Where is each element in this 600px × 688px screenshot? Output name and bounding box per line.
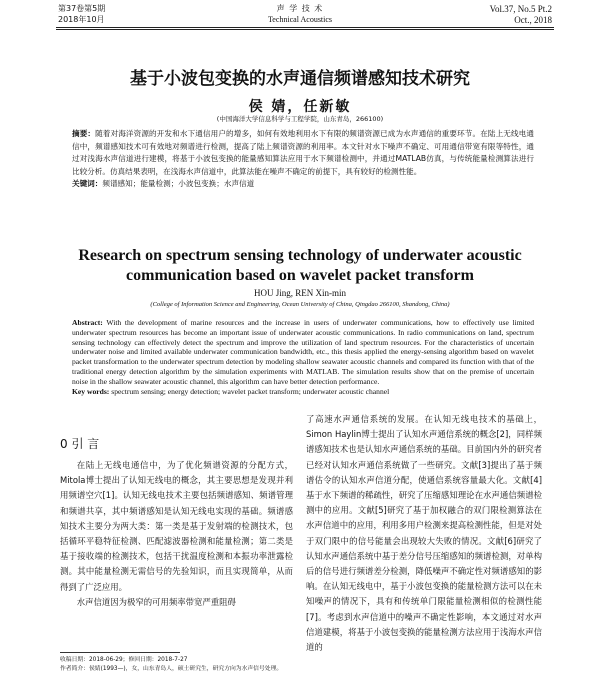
footnote-rule [60, 652, 180, 653]
keywords-cn-text: 频谱感知；能量检测；小波包变换；水声信道 [102, 179, 255, 189]
paper-title-en-text: Research on spectrum sensing technology of underwater acoustic communication based on wavelet packet transform [78, 247, 522, 284]
right-paragraph-1: 了高速水声通信系统的发展。在认知无线电技术的基础上，Simon Haylin博士提出了认知水声通信系统的概念[2]，同样频谱感知技术也是认知水声通信系统的基础。目前国内外的研究者已经对认知水声通信系统做了一些研究。文献[3]提出了基于频谱估令的认知水声信道分配，使通信系统容量最大化。文献[4]基于水下频谱的稀疏性，研究了压缩感知理论在水声通信频谱检测中的应用。文献[5]研究了基于加权融合的双门限检测算法在水声信道中的应用，利用多用户检测来提高检测性能，但是对处于双门限中的信号能量会出现较大失败的情况。文献[6]研究了认知水声通信系统中基于差分信号压缩感知的频谱检测，对单构后的信号进行频谱差分检测，降低噪声不确定性对频谱感知的影响。在认知无线电中，基于小波包变换的能量检测方法可以在未知噪声的情况下，具有和传统单门限能量检测相似的检测性能[7]。考虑到水声信道中的噪声不确定性影响，本文通过对水声信道建模，将基于小波包变换的能量检测方法应用于浅海水声信道的 [306, 414, 542, 653]
journal-name-cn: 声 学 技 术 [276, 4, 324, 13]
paper-title-en [0, 246, 600, 286]
left-paragraph-1: 在陆上无线电通信中，为了优化频谱资源的分配方式，Mitola博士提出了认知无线电的概念，其主要思想是发现并利用频谱空穴[1]。认知无线电技术主要包括频谱感知、频谱管理和频谱共享，其中频谱感知是认知无线电实现的基础。频谱感知技术主要分为两大类：第一类是基于发射端的检测技术，包括循环平稳特征检测、匹配滤波器检测和能量检测；第二类是基于接收端的检测技术，包括干扰温度检测和本振功率泄露检测。其中能量检测无需信号的先验知识，而且实现简单，从而得到了广泛应用。 [60, 460, 293, 592]
section-heading: 0 引 言 [60, 437, 100, 451]
footnote-received: 收稿日期：2018-06-29；修回日期：2018-7-27 [60, 657, 188, 663]
abstract-en-label: Abstract: [72, 318, 103, 327]
header-rule-2 [56, 29, 554, 30]
left-paragraph-2: 水声信道因为极窄的可用频率带宽严重阻碍 [76, 596, 236, 607]
date-cn: 2018年10月 [58, 15, 105, 24]
abstract-cn-text: 随着对海洋资源的开发和水下通信用户的增多，如何有效地利用水下有限的频谱资源已成为水声通信的重要环节。在陆上无线电通信中，频谱感知技术可有效地对频谱进行检测，提高了陆上频谱资源的利用率。本文针对水下噪声不确定、可用通信带宽有限等特性，通过对浅海水声信道进行建模，将基于小波包变换的能量感知算法应用于水下频谱检测中，并通过MATLAB仿真，与传统能量检测算法进行比较分析。仿真结果表明，在浅海水声信道中，此算法能在噪声不确定的前提下，具有较好的检测性能。 [72, 129, 534, 176]
right-column [306, 412, 542, 655]
abstract-en-text: With the development of marine resources and the increase in users of underwater communications, how to effectively use limited underwater spectrum resources has become an important issue of underwater acoustic communications. In radio communications on land, spectrum sensing technology can effectively detect the spectrum and improve the utilization of land spectrum resources. For the characteristics of uncertain underwater noise and limited available underwater communication bandwidth, etc., this thesis applied the energy-sensing algorithm based on wavelet packet transformation to the underwater spectrum detection by modeling shallow seawater acoustic channels and compared its function with that of the traditional energy detection algorithm by the simulation experiments with MATLAB. The simulation results show that on the premise of uncertain noise in the shallow seawater acoustic channel, this algorithm can have better detection performance. [72, 318, 535, 386]
footnote [60, 656, 295, 674]
keywords-en-text: spectrum sensing; energy detection; wavelet packet transform; underwater acoustic channel [111, 386, 390, 396]
header-rule [56, 27, 554, 28]
abstract-cn-label: 摘要： [72, 129, 96, 138]
keywords-en-label: Key words: [72, 386, 110, 396]
footnote-author: 作者简介：侯婧(1993—)，女，山东青岛人，硕士研究生，研究方向为水声信号处理。 [60, 666, 283, 672]
abstract-cn [72, 128, 534, 191]
authors-en: HOU Jing, REN Xin-min [254, 288, 346, 298]
date-en: Oct., 2018 [514, 15, 552, 25]
volume-en: Vol.37, No.5 Pt.2 [489, 4, 552, 14]
authors-cn: 侯 婧，任新敏 [248, 99, 352, 115]
keywords-cn-label: 关键词： [72, 179, 103, 189]
affiliation-cn: (中国海洋大学信息科学与工程学院，山东青岛，266100) [216, 115, 384, 123]
abstract-en [72, 318, 534, 396]
affiliation-en: (College of Information Science and Engineering, Ocean University of China, Qingdao 266100, Shandong, China) [150, 301, 450, 308]
volume-cn: 第37卷第5期 [58, 4, 106, 13]
journal-name-en: Technical Acoustics [267, 15, 333, 24]
paper-title-cn: 基于小波包变换的水声通信频谱感知技术研究 [130, 69, 470, 89]
left-column [60, 458, 293, 610]
